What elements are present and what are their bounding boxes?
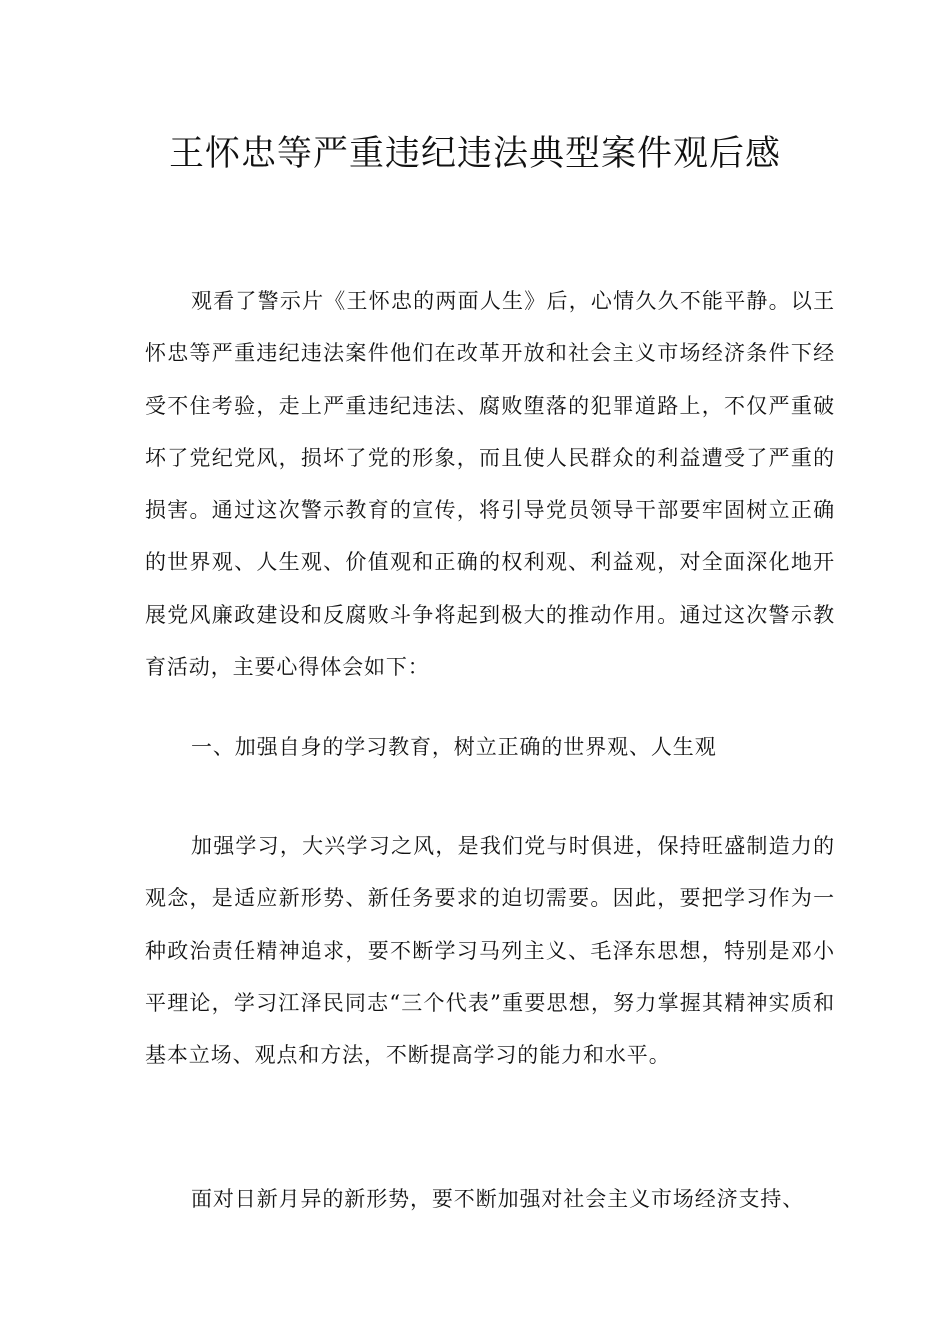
paragraph-new-situation: 面对日新月异的新形势，要不断加强对社会主义市场经济支持、 [191, 1187, 805, 1211]
paragraph-study: 加强学习，大兴学习之风，是我们党与时俱进，保持旺盛制造力的观念，是适应新形势、新任务要求的迫切需要。因此，要把学习作为一种政治责任精神追求，要不断学习马列主义、毛泽东思想，特别是邓小平理论，学习江泽民同志“三个代表”重要思想，努力掌握其精神实质和基本立场、观点和方法，不断提高学习的能力和水平。 [145, 834, 835, 1068]
paragraph-intro: 观看了警示片《王怀忠的两面人生》后，心情久久不能平静。以王怀忠等严重违纪违法案件他们在改革开放和社会主义市场经济条件下经受不住考验，走上严重违纪违法、腐败堕落的犯罪道路上，不仅严重破坏了党纪党风，损坏了党的形象，而且使人民群众的利益遭受了严重的损害。通过这次警示教育的宣传，将引导党员领导干部要牢固树立正确的世界观、人生观、价值观和正确的权利观、利益观，对全面深化地开展党风廉政建设和反腐败斗争将起到极大的推动作用。通过这次警示教育活动，主要心得体会如下： [145, 289, 835, 680]
section-heading-1: 一、加强自身的学习教育，树立正确的世界观、人生观 [191, 735, 717, 759]
document-title: 王怀忠等严重违纪违法典型案件观后感 [168, 134, 781, 174]
